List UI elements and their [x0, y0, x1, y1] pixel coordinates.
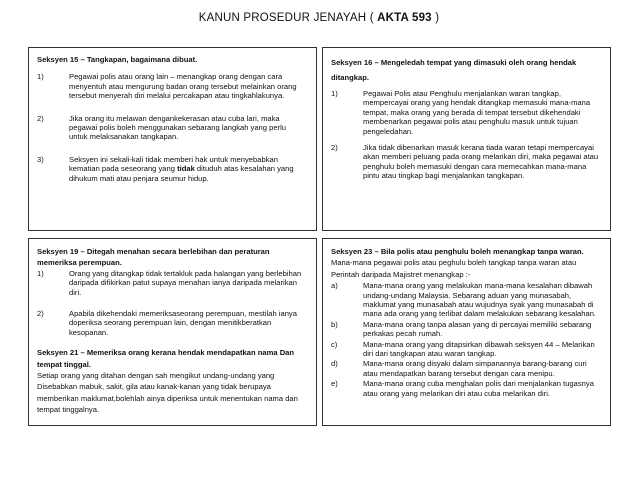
section-23-intro: Mana-mana pegawai polis atau peghulu boleh tangkap tanpa waran atau Perintah daripada Majistret menangkap :-	[331, 258, 577, 279]
section-23-box	[322, 238, 611, 426]
list-item	[331, 320, 604, 339]
item-text: Mana-mana orang tanpa alasan yang di percayai memiliki sebarang perkakas pecah rumah.	[363, 319, 592, 339]
item-number: b)	[331, 319, 338, 329]
section-15-box	[28, 47, 317, 231]
act-number: AKTA 593	[377, 12, 432, 24]
section-15-heading: Seksyen 15 – Tangkapan, bagaimana dibuat.	[37, 55, 198, 64]
item-number: 2)	[331, 143, 338, 153]
list-item	[331, 379, 604, 398]
item-text: Mana-mana orang yang melakukan mana-mana kesalahan dibawah undang-undang Malaysia. Sebarang aduan yang munasabah, maklumat yang munasabah atau wujudnya syak yang munasabah di mana ada orang yang terlibat dalam melakukan sebarang kesalahan.	[363, 281, 597, 319]
item-number: 1)	[37, 72, 44, 82]
item-text: Mana-mana orang cuba menghalan polis dari menjalankan tugasnya atau orang yang melarikan diri atau cuba melarikan diri.	[363, 379, 594, 398]
list-item	[37, 72, 310, 100]
item-number: 2)	[37, 113, 44, 123]
list-item	[331, 89, 604, 136]
item-text: Pegawai polis atau orang lain – menangkap orang dengan cara menyentuh atau mengurung badan orang tersebut melainkan orang tersebut menyerah diri melalui percakapan atau tingkahlakunya.	[69, 72, 297, 101]
item-text: Seksyen ini sekali-kali tidak memberi hak untuk menyebabkan kematian pada seseorang yang tidak dituduh atas kesalahan yang dihukum mati atau penjara seumur hidup.	[69, 154, 294, 183]
item-number: e)	[331, 379, 338, 389]
item-number: 3)	[37, 154, 44, 164]
list-item	[37, 155, 310, 183]
emphasis-tidak: tidak	[177, 164, 195, 174]
list-item	[331, 143, 604, 181]
section-23-heading: Seksyen 23 – Bila polis atau penghulu boleh menangkap tanpa waran.	[331, 247, 584, 256]
section-21-heading: Seksyen 21 – Memeriksa orang kerana hendak mendapatkan nama Dan tempat tinggal.	[37, 348, 295, 369]
list-item	[331, 281, 604, 319]
list-item	[37, 309, 310, 337]
item-number: d)	[331, 359, 338, 369]
section-23-list	[331, 281, 604, 398]
item-number: 1)	[331, 89, 338, 98]
list-item	[331, 359, 604, 378]
section-16-heading: Seksyen 16 – Mengeledah tempat yang dimasuki oleh orang hendak ditangkap.	[331, 58, 577, 82]
item-text: Jika orang itu melawan dengankekerasan atau cuba lari, maka pegawai polis boleh menggunakan sebarang langkah yang perlu untuk melaksanakan tangkapan.	[69, 113, 287, 142]
list-item	[37, 114, 310, 142]
item-text: Jika tidak dibenarkan masuk kerana tiada waran tetapi mempercayai akan memberi peluang pada orang melarikan diri, maka pegawai atau penghulu boleh memasuki dengan cara memecahkan mana-mana pintu atau tingkap bagi menjalankan tangkapan.	[363, 143, 599, 181]
section-19-box	[28, 238, 317, 426]
item-text: Orang yang ditangkap tidak tertakluk pada halangan yang berlebihan daripada difikirkan patut supaya menahan ianya daripada melarikan diri.	[69, 268, 302, 297]
item-number: c)	[331, 339, 338, 349]
item-number: 2)	[37, 309, 44, 319]
section-16-box	[322, 47, 611, 231]
item-text: Apabila dikehendaki memeriksaseorang perempuan, mestilah ianya doperiksa seorang perempuan lain, dengan menitikberatkan kesopanan.	[69, 309, 297, 337]
item-text: Mana-mana orang yang ditapsirkan dibawah seksyen 44 – Melarikan diri dari tangkapan atau waran tangkap.	[363, 339, 595, 359]
item-text: Mana-mana orang disyaki dalam simpanannya barang-barang curi atau mendapatkan barang tersebut dengan cara menipu.	[363, 359, 587, 378]
page-title: KANUN PROSEDUR JENAYAH ( AKTA 593 )	[198, 12, 440, 24]
item-number: 1)	[37, 268, 44, 278]
item-text: Pegawai Polis atau Penghulu menjalankan waran tangkap, mempercayai orang yang hendak ditangkap memasuki mana-mana tempat, maka orang yang berada di tempat tersebut dikehendaki membenarkan pegawai polis atau penghulu masuk untuk tujuan pengeledahan.	[363, 89, 591, 136]
list-item	[37, 269, 310, 297]
item-number: a)	[331, 281, 338, 291]
list-item	[331, 340, 604, 359]
section-19-heading: Seksyen 19 – Ditegah menahan secara berlebihan dan peraturan memeriksa perempuan.	[37, 247, 270, 268]
section-21-body: Setiap orang yang ditahan dengan sah mengikut undang-undang yang Disebabkan mabuk, sakit, gila atau kanak-kanan yang tidak berupaya memberikan maklumat,bolehlah ainya diperiksa untuk menentukan nama dan tempat tinggalnya.	[37, 371, 298, 415]
